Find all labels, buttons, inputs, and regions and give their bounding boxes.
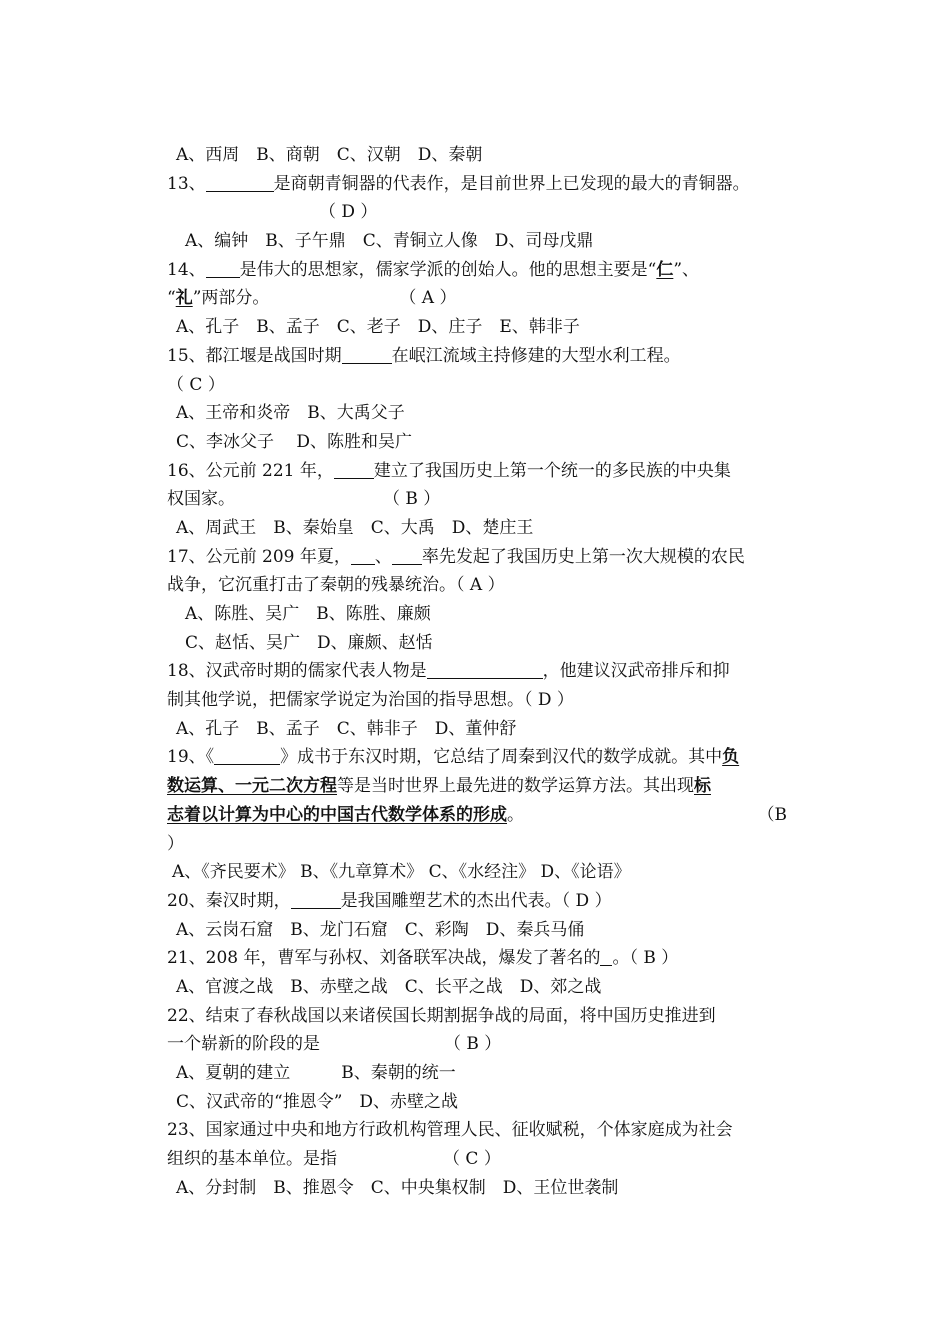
answer-blank [392,544,422,565]
q23-stem: 23、国家通过中央和地方行政机构管理人民、征收赋税，个体家庭成为社会 [167,1120,733,1141]
q19-options: A、《齐民要术》 B、《九章算术》 C、《水经注》 D、《论语》 [172,862,631,883]
q17-stem-cont: 战争，它沉重打击了秦朝的残暴统治。（ A ） [167,575,505,596]
q16-stem: 16、公元前 221 年， 建立了我国历史上第一个统一的多民族的中央集 [167,457,787,486]
q13-options: A、编钟 B、子午鼎 C、青铜立人像 D、司母戊鼎 [185,231,594,252]
q22-options-2: C、汉武帝的“推恩令” D、赤壁之战 [176,1091,459,1112]
answer-blank [427,658,543,679]
q12-options: A、西周 B、商朝 C、汉朝 D、秦朝 [176,145,483,165]
q19-answer-close: ） [167,833,184,854]
q22-stem-cont: 一个崭新的阶段的是 （ B ） [167,1034,502,1055]
q17-options-2: C、赵恬、吴广 D、廉颇、赵恬 [185,632,433,653]
answer-blank [291,888,341,909]
answer-blank [334,458,374,479]
q14-stem-cont: “礼”两部分。 （ A ） [167,288,457,309]
q19-stem-cont-2: 志着以计算为中心的中国古代数学体系的形成。 （B [167,804,787,825]
q15-answer: （ C ） [167,374,225,395]
answer-blank [351,544,375,565]
q16-options: A、周武王 B、秦始皇 C、大禹 D、楚庄王 [176,517,534,538]
q15-options-1: A、王帝和炎帝 B、大禹父子 [176,403,405,424]
q18-stem-cont: 制其他学说，把儒家学说定为治国的指导思想。（ D ） [167,690,574,711]
q19-stem-cont: 数运算、一元二次方程等是当时世界上最先进的数学运算方法。其出现标 [167,776,711,797]
q14-options: A、孔子 B、孟子 C、老子 D、庄子 E、韩非子 [176,317,580,338]
q21-stem: 21、208 年，曹军与孙权、刘备联军决战，爆发了著名的 。（ B ） [167,944,787,973]
question-document [167,141,787,1202]
q21-options: A、官渡之战 B、赤壁之战 C、长平之战 D、郊之战 [176,976,602,997]
q15-options-2: C、李冰父子 D、陈胜和吴广 [176,431,413,452]
q14-stem: 14、 是伟大的思想家，儒家学派的创始人。他的思想主要是“仁”、 [167,256,787,285]
q22-stem: 22、结束了春秋战国以来诸侯国长期割据争战的局面，将中国历史推进到 [167,1005,716,1026]
q17-options-1: A、陈胜、吴广 B、陈胜、廉颇 [185,604,431,624]
q13-stem: 13、 是商朝青铜器的代表作，是目前世界上已发现的最大的青铜器。 [167,170,787,199]
q16-stem-cont: 权国家。 （ B ） [167,489,441,510]
q18-stem: 18、汉武帝时期的儒家代表人物是 ，他建议汉武帝排斥和抑 [167,657,787,686]
answer-blank [206,171,274,192]
q13-answer: （ D ） [319,202,378,223]
q20-stem: 20、秦汉时期， 是我国雕塑艺术的杰出代表。（ D ） [167,887,787,916]
q23-options: A、分封制 B、推恩令 C、中央集权制 D、王位世袭制 [176,1177,619,1198]
answer-blank [342,343,392,364]
q19-stem: 19、《 》成书于东汉时期，它总结了周秦到汉代的数学成就。其中负 [167,743,787,772]
q23-stem-cont: 组织的基本单位。是指 （ C ） [167,1149,501,1170]
q15-stem: 15、都江堰是战国时期 在岷江流域主持修建的大型水利工程。 [167,342,787,371]
answer-blank [214,744,280,765]
q17-stem: 17、公元前 209 年夏， 、 率先发起了我国历史上第一次大规模的农民 [167,543,787,572]
q20-options: A、云岗石窟 B、龙门石窟 C、彩陶 D、秦兵马俑 [176,919,585,940]
q22-options-1: A、夏朝的建立 B、秦朝的统一 [176,1063,456,1083]
answer-blank [600,945,612,966]
answer-blank [206,257,240,278]
q18-options: A、孔子 B、孟子 C、韩非子 D、董仲舒 [176,718,517,739]
